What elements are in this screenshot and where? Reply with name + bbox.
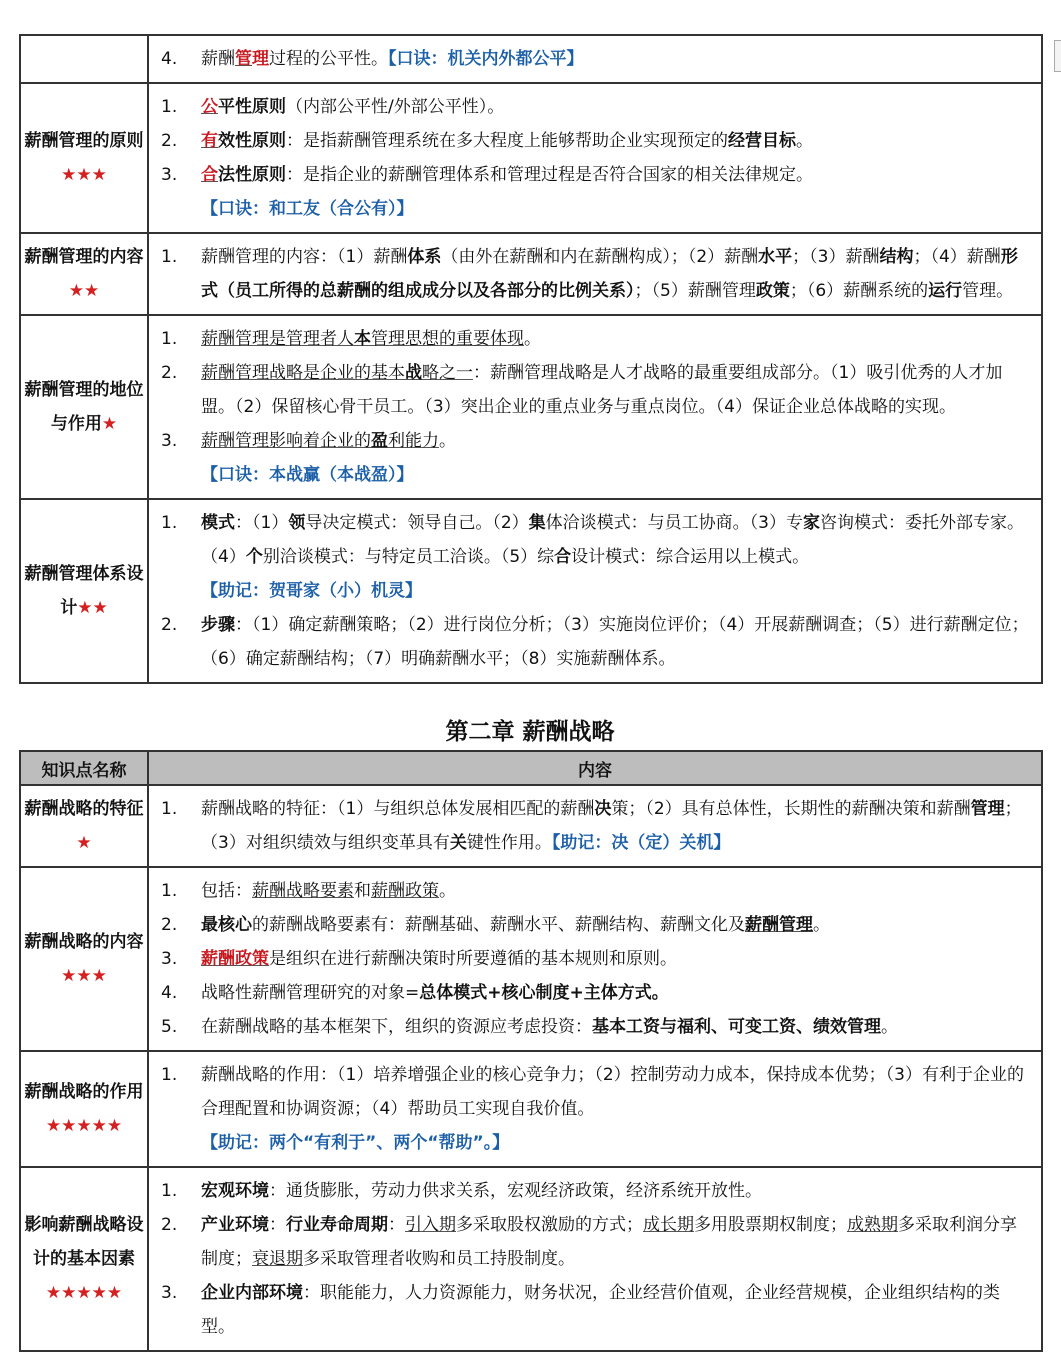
text-segment: 形式（员工所得的总薪酬的组成成分以及各部分的比例关系） xyxy=(201,247,1018,301)
topic-name-cell xyxy=(20,83,148,233)
text-segment: 薪酬管理的内容：（1）薪酬 xyxy=(201,247,408,267)
text-segment: 管理思想的重要体现 xyxy=(371,329,524,349)
text-segment: 的薪酬战略要素有：薪酬基础、薪酬水平、薪酬结构、薪酬文化及 xyxy=(252,915,745,935)
topic-name: 影响薪酬战略设计的基本因素 xyxy=(24,1215,144,1269)
text-segment: 。 xyxy=(881,1017,898,1037)
text-segment: 体洽谈模式：与员工协商。（3）专 xyxy=(545,513,803,533)
text-segment: 结构 xyxy=(879,247,914,267)
text-segment: 行业寿命周期 xyxy=(286,1215,388,1235)
text-segment: 法性原则 xyxy=(218,165,286,185)
item-number: 1. xyxy=(161,1181,178,1201)
list-item xyxy=(161,424,1031,458)
list-item xyxy=(161,356,1031,424)
mnemonic-text: 【口诀：机关内外都公平】 xyxy=(388,49,584,69)
text-segment: 薪酬战略要素 xyxy=(252,881,354,901)
text-segment: 薪酬管理是管理者人 xyxy=(201,329,354,349)
topic-name-cell xyxy=(20,499,148,683)
text-segment: 薪酬管理 xyxy=(745,915,813,935)
topic-name-cell xyxy=(20,315,148,499)
list-item xyxy=(161,124,1031,158)
mnemonic-text: （定） xyxy=(628,833,680,853)
text-segment: 利能力 xyxy=(388,431,439,451)
text-segment: ；（4）薪酬 xyxy=(913,247,1001,267)
item-text xyxy=(201,356,1031,424)
text-segment: 导决定模式：领导自己。（2） xyxy=(305,513,529,533)
text-segment: 步骤 xyxy=(201,615,235,635)
table-row xyxy=(20,1167,1042,1351)
text-segment: 水平 xyxy=(758,247,793,267)
text-segment: 衰退期 xyxy=(252,1249,303,1269)
text-segment: 多采取利润分享制度； xyxy=(201,1215,1017,1269)
text-segment: 。 xyxy=(439,431,456,451)
text-segment: 运行 xyxy=(928,281,963,301)
text-segment: 薪酬政策 xyxy=(201,949,269,969)
importance-stars: ★★★ xyxy=(61,966,107,986)
item-text xyxy=(201,424,1031,458)
text-segment: 总体模式+核心制度+主体方式。 xyxy=(419,983,669,1003)
text-segment: 。 xyxy=(524,329,541,349)
item-number: 5. xyxy=(161,1017,178,1037)
table-header-row xyxy=(20,751,1042,785)
text-segment: 个 xyxy=(245,547,263,567)
item-number: 2. xyxy=(161,131,178,151)
text-segment: 成熟期 xyxy=(847,1215,898,1235)
table-chapter-2 xyxy=(19,750,1043,1352)
table-row xyxy=(20,785,1042,867)
mnemonic-text: 关机】 xyxy=(679,833,731,853)
text-segment: 关 xyxy=(449,833,467,853)
item-number: 1. xyxy=(161,799,178,819)
content-cell xyxy=(148,867,1042,1051)
text-segment: 平性原则 xyxy=(218,97,286,117)
item-text xyxy=(201,608,1031,676)
topic-name: 薪酬战略的作用 xyxy=(24,1082,144,1102)
mnemonic-text: 【助记：决 xyxy=(551,833,629,853)
text-segment: 本 xyxy=(354,329,371,349)
text-segment: ：（1） xyxy=(235,513,289,533)
mnemonic-text: （合公有） xyxy=(320,199,397,219)
item-text xyxy=(201,1208,1031,1276)
item-number: 3. xyxy=(161,1283,178,1303)
list-item xyxy=(161,240,1031,308)
content-cell xyxy=(148,233,1042,315)
item-text xyxy=(201,942,1031,976)
list-item xyxy=(161,322,1031,356)
item-number: 1. xyxy=(161,329,178,349)
topic-name: 薪酬管理的地位与作用 xyxy=(24,380,144,434)
text-segment: 有 xyxy=(201,131,218,151)
item-number: 1. xyxy=(161,881,178,901)
text-segment: 政策 xyxy=(755,281,790,301)
table-row xyxy=(20,1051,1042,1167)
item-number: 2. xyxy=(161,1215,178,1235)
text-segment: ： xyxy=(269,1215,286,1235)
item-number xyxy=(161,574,201,608)
list-item xyxy=(161,90,1031,124)
text-segment: 薪酬 xyxy=(201,49,235,69)
text-segment: 管 xyxy=(235,49,252,69)
text-segment: 策；（2）具有总体性，长期性的薪酬决策和薪酬 xyxy=(611,799,971,819)
text-segment: 理 xyxy=(252,49,269,69)
text-segment: ：是指企业的薪酬管理体系和管理过程是否符合国家的相关法律规定。 xyxy=(286,165,813,185)
text-segment: 效性原则 xyxy=(218,131,286,151)
text-segment: 是组织在进行薪酬决策时所要遵循的基本规则和原则。 xyxy=(269,949,677,969)
item-text xyxy=(201,1058,1031,1126)
topic-name: 薪酬战略的内容 xyxy=(24,932,144,952)
text-segment: ：通货膨胀，劳动力供求关系，宏观经济政策，经济系统开放性。 xyxy=(269,1181,762,1201)
text-segment: 战 xyxy=(405,363,422,383)
topic-name-cell xyxy=(20,1051,148,1167)
text-segment: ；（3）薪酬 xyxy=(792,247,880,267)
text-segment: 决 xyxy=(594,799,612,819)
item-text xyxy=(201,90,1031,124)
content-cell xyxy=(148,83,1042,233)
text-segment: 多采取股权激励的方式； xyxy=(456,1215,643,1235)
mnemonic-text: 】 xyxy=(396,199,414,219)
text-segment: 薪酬管理战略是企业的基本 xyxy=(201,363,405,383)
item-text xyxy=(201,158,1031,192)
item-number: 1. xyxy=(161,513,178,533)
text-segment: 引入期 xyxy=(405,1215,456,1235)
list-item xyxy=(161,976,1031,1010)
list-item xyxy=(161,874,1031,908)
importance-stars: ★★★ xyxy=(61,165,107,185)
text-segment: 薪酬政策 xyxy=(371,881,439,901)
list-item xyxy=(161,792,1031,860)
mnemonic-text: 机灵】 xyxy=(371,581,422,601)
content-cell xyxy=(148,315,1042,499)
list-item xyxy=(161,1208,1031,1276)
list-item xyxy=(161,608,1031,676)
text-segment: 过程的公平性。 xyxy=(269,49,388,69)
text-segment: ；（5）薪酬管理 xyxy=(634,281,756,301)
text-segment: 设计模式：综合运用以上模式。 xyxy=(571,547,810,567)
mnemonic-text: 【口诀：和工友 xyxy=(201,199,320,219)
text-segment: 盈 xyxy=(371,431,388,451)
list-item xyxy=(161,574,1031,608)
item-number: 1. xyxy=(161,97,178,117)
list-item xyxy=(161,1010,1031,1044)
item-number: 3. xyxy=(161,165,178,185)
importance-stars: ★★ xyxy=(77,598,108,618)
text-segment: （内部公平性/外部公平性）。 xyxy=(286,97,505,117)
text-segment: 薪酬战略的特征：（1）与组织总体发展相匹配的薪酬 xyxy=(201,799,595,819)
text-segment: 咨询模式：委托外部专家。（4） xyxy=(201,513,1024,567)
list-item xyxy=(161,1276,1031,1344)
text-segment: 。 xyxy=(813,915,830,935)
mnemonic-text: 】 xyxy=(396,465,414,485)
text-segment: 家 xyxy=(802,513,820,533)
text-segment: 经营目标 xyxy=(728,131,796,151)
item-text xyxy=(201,42,1031,76)
item-number: 1. xyxy=(161,247,178,267)
topic-name-cell xyxy=(20,35,148,83)
text-segment: 合 xyxy=(201,165,218,185)
list-item xyxy=(161,1058,1031,1126)
mnemonic-text: （本战盈） xyxy=(320,465,397,485)
mnemonic-line xyxy=(161,1126,1031,1160)
text-segment: ；（6）薪酬系统的 xyxy=(789,281,929,301)
list-item xyxy=(161,506,1031,574)
importance-stars: ★★ xyxy=(68,281,100,301)
item-text xyxy=(201,574,1031,608)
text-segment: 宏观环境 xyxy=(201,1181,269,1201)
text-segment: 集 xyxy=(528,513,546,533)
topic-name: 薪酬战略的特征 xyxy=(24,799,144,819)
item-number: 4. xyxy=(161,983,178,1003)
topic-name-cell xyxy=(20,233,148,315)
text-segment: 模式 xyxy=(201,513,235,533)
text-segment: ；（3）对组织绩效与组织变革具有 xyxy=(201,799,1022,853)
text-segment: 在薪酬战略的基本框架下，组织的资源应考虑投资： xyxy=(201,1017,592,1037)
item-number: 3. xyxy=(161,431,178,451)
importance-stars: ★★★★★ xyxy=(45,1116,123,1136)
list-item xyxy=(161,42,1031,76)
item-text xyxy=(201,240,1031,308)
text-segment: 别洽谈模式：与特定员工洽谈。（5）综 xyxy=(262,547,555,567)
content-cell xyxy=(148,1051,1042,1167)
table-row xyxy=(20,499,1042,683)
table-row xyxy=(20,35,1042,83)
text-segment: 体系 xyxy=(407,247,442,267)
table-row xyxy=(20,233,1042,315)
text-segment: 多采取管理者收购和员工持股制度。 xyxy=(303,1249,575,1269)
content-cell xyxy=(148,35,1042,83)
chapter-title: 第二章 薪酬战略 xyxy=(445,719,615,745)
text-segment: 公 xyxy=(201,97,218,117)
table-row xyxy=(20,83,1042,233)
topic-name-cell xyxy=(20,867,148,1051)
text-segment: 战略性薪酬管理研究的对象= xyxy=(201,983,420,1003)
item-number: 2. xyxy=(161,915,178,935)
text-segment: ： xyxy=(388,1215,405,1235)
item-text xyxy=(201,1276,1031,1344)
item-number: 2. xyxy=(161,363,178,383)
table-chapter-1 xyxy=(19,34,1043,684)
text-segment: 薪酬战略的作用：（1）培养增强企业的核心竞争力；（2）控制劳动力成本，保持成本优势；（3）有利于企业的合理配置和协调资源；（4）帮助员工实现自我价值。 xyxy=(201,1065,1024,1119)
item-text xyxy=(201,908,1031,942)
item-text xyxy=(201,1010,1031,1044)
item-text xyxy=(201,1174,1031,1208)
header-name: 知识点名称 xyxy=(20,751,148,785)
text-segment: 和 xyxy=(354,881,371,901)
importance-stars: ★ xyxy=(101,414,118,434)
text-segment: ：职能能力，人力资源能力，财务状况，企业经营价值观，企业经营规模，企业组织结构的类型。 xyxy=(201,1283,1000,1337)
text-segment: 。 xyxy=(439,881,456,901)
content-cell xyxy=(148,499,1042,683)
item-number: 1. xyxy=(161,1065,178,1085)
header-content: 内容 xyxy=(148,751,1042,785)
list-item xyxy=(161,1174,1031,1208)
topic-name: 薪酬管理体系设计 xyxy=(24,564,144,618)
mnemonic-text: （小） xyxy=(320,581,371,601)
text-segment: 最核心 xyxy=(201,915,252,935)
mnemonic-line xyxy=(161,458,1031,492)
text-segment: ：是指薪酬管理系统在多大程度上能够帮助企业实现预定的 xyxy=(286,131,728,151)
item-number: 4. xyxy=(161,49,178,69)
mnemonic-text: 【助记：两个“有利于”、两个“帮助”。】 xyxy=(201,1133,510,1153)
text-segment: 企业内部环境 xyxy=(201,1283,303,1303)
text-segment: 薪酬管理影响着企业的 xyxy=(201,431,371,451)
text-segment: （由外在薪酬和内在薪酬构成）；（2）薪酬 xyxy=(441,247,759,267)
topic-name-cell xyxy=(20,1167,148,1351)
content-cell xyxy=(148,1167,1042,1351)
text-segment: 领 xyxy=(288,513,306,533)
importance-stars: ★ xyxy=(76,833,92,853)
text-segment: 多用股票期权制度； xyxy=(694,1215,847,1235)
item-text xyxy=(201,792,1031,860)
table-row xyxy=(20,315,1042,499)
side-tab xyxy=(1054,40,1061,72)
item-text xyxy=(201,506,1031,574)
item-text xyxy=(201,322,1031,356)
mnemonic-text: 【助记：贺哥家 xyxy=(201,581,320,601)
table-row xyxy=(20,867,1042,1051)
mnemonic-text: 【口诀：本战赢 xyxy=(201,465,320,485)
text-segment: 略之一 xyxy=(422,363,473,383)
topic-name-cell xyxy=(20,785,148,867)
item-text xyxy=(201,976,1031,1010)
content-cell xyxy=(148,785,1042,867)
text-segment: ：（1）确定薪酬策略；（2）进行岗位分析；（3）实施岗位评价；（4）开展薪酬调查；（5）进行薪酬定位；（6）确定薪酬结构；（7）明确薪酬水平；（8）实施薪酬体系。 xyxy=(201,615,1029,669)
text-segment: 键性作用。 xyxy=(466,833,552,853)
text-segment: 合 xyxy=(554,547,572,567)
text-segment: 。 xyxy=(796,131,813,151)
text-segment: 包括： xyxy=(201,881,252,901)
item-text xyxy=(201,874,1031,908)
topic-name: 薪酬管理的原则 xyxy=(24,131,144,151)
text-segment: 产业环境 xyxy=(201,1215,269,1235)
text-segment: ：薪酬管理战略是人才战略的最重要组成部分。（1）吸引优秀的人才加盟。（2）保留核心骨干员工。（3）突出企业的重点业务与重点岗位。（4）保证企业总体战略的实现。 xyxy=(201,363,1003,417)
list-item xyxy=(161,908,1031,942)
text-segment: 成长期 xyxy=(643,1215,694,1235)
text-segment: 管理。 xyxy=(962,281,1014,301)
item-number: 2. xyxy=(161,615,178,635)
list-item xyxy=(161,942,1031,976)
list-item xyxy=(161,158,1031,192)
mnemonic-line xyxy=(161,192,1031,226)
importance-stars: ★★★★★ xyxy=(45,1283,123,1303)
text-segment: 管理 xyxy=(970,799,1005,819)
item-number: 3. xyxy=(161,949,178,969)
item-text xyxy=(201,124,1031,158)
text-segment: 基本工资与福利、可变工资、绩效管理 xyxy=(592,1017,881,1037)
topic-name: 薪酬管理的内容 xyxy=(24,247,144,267)
